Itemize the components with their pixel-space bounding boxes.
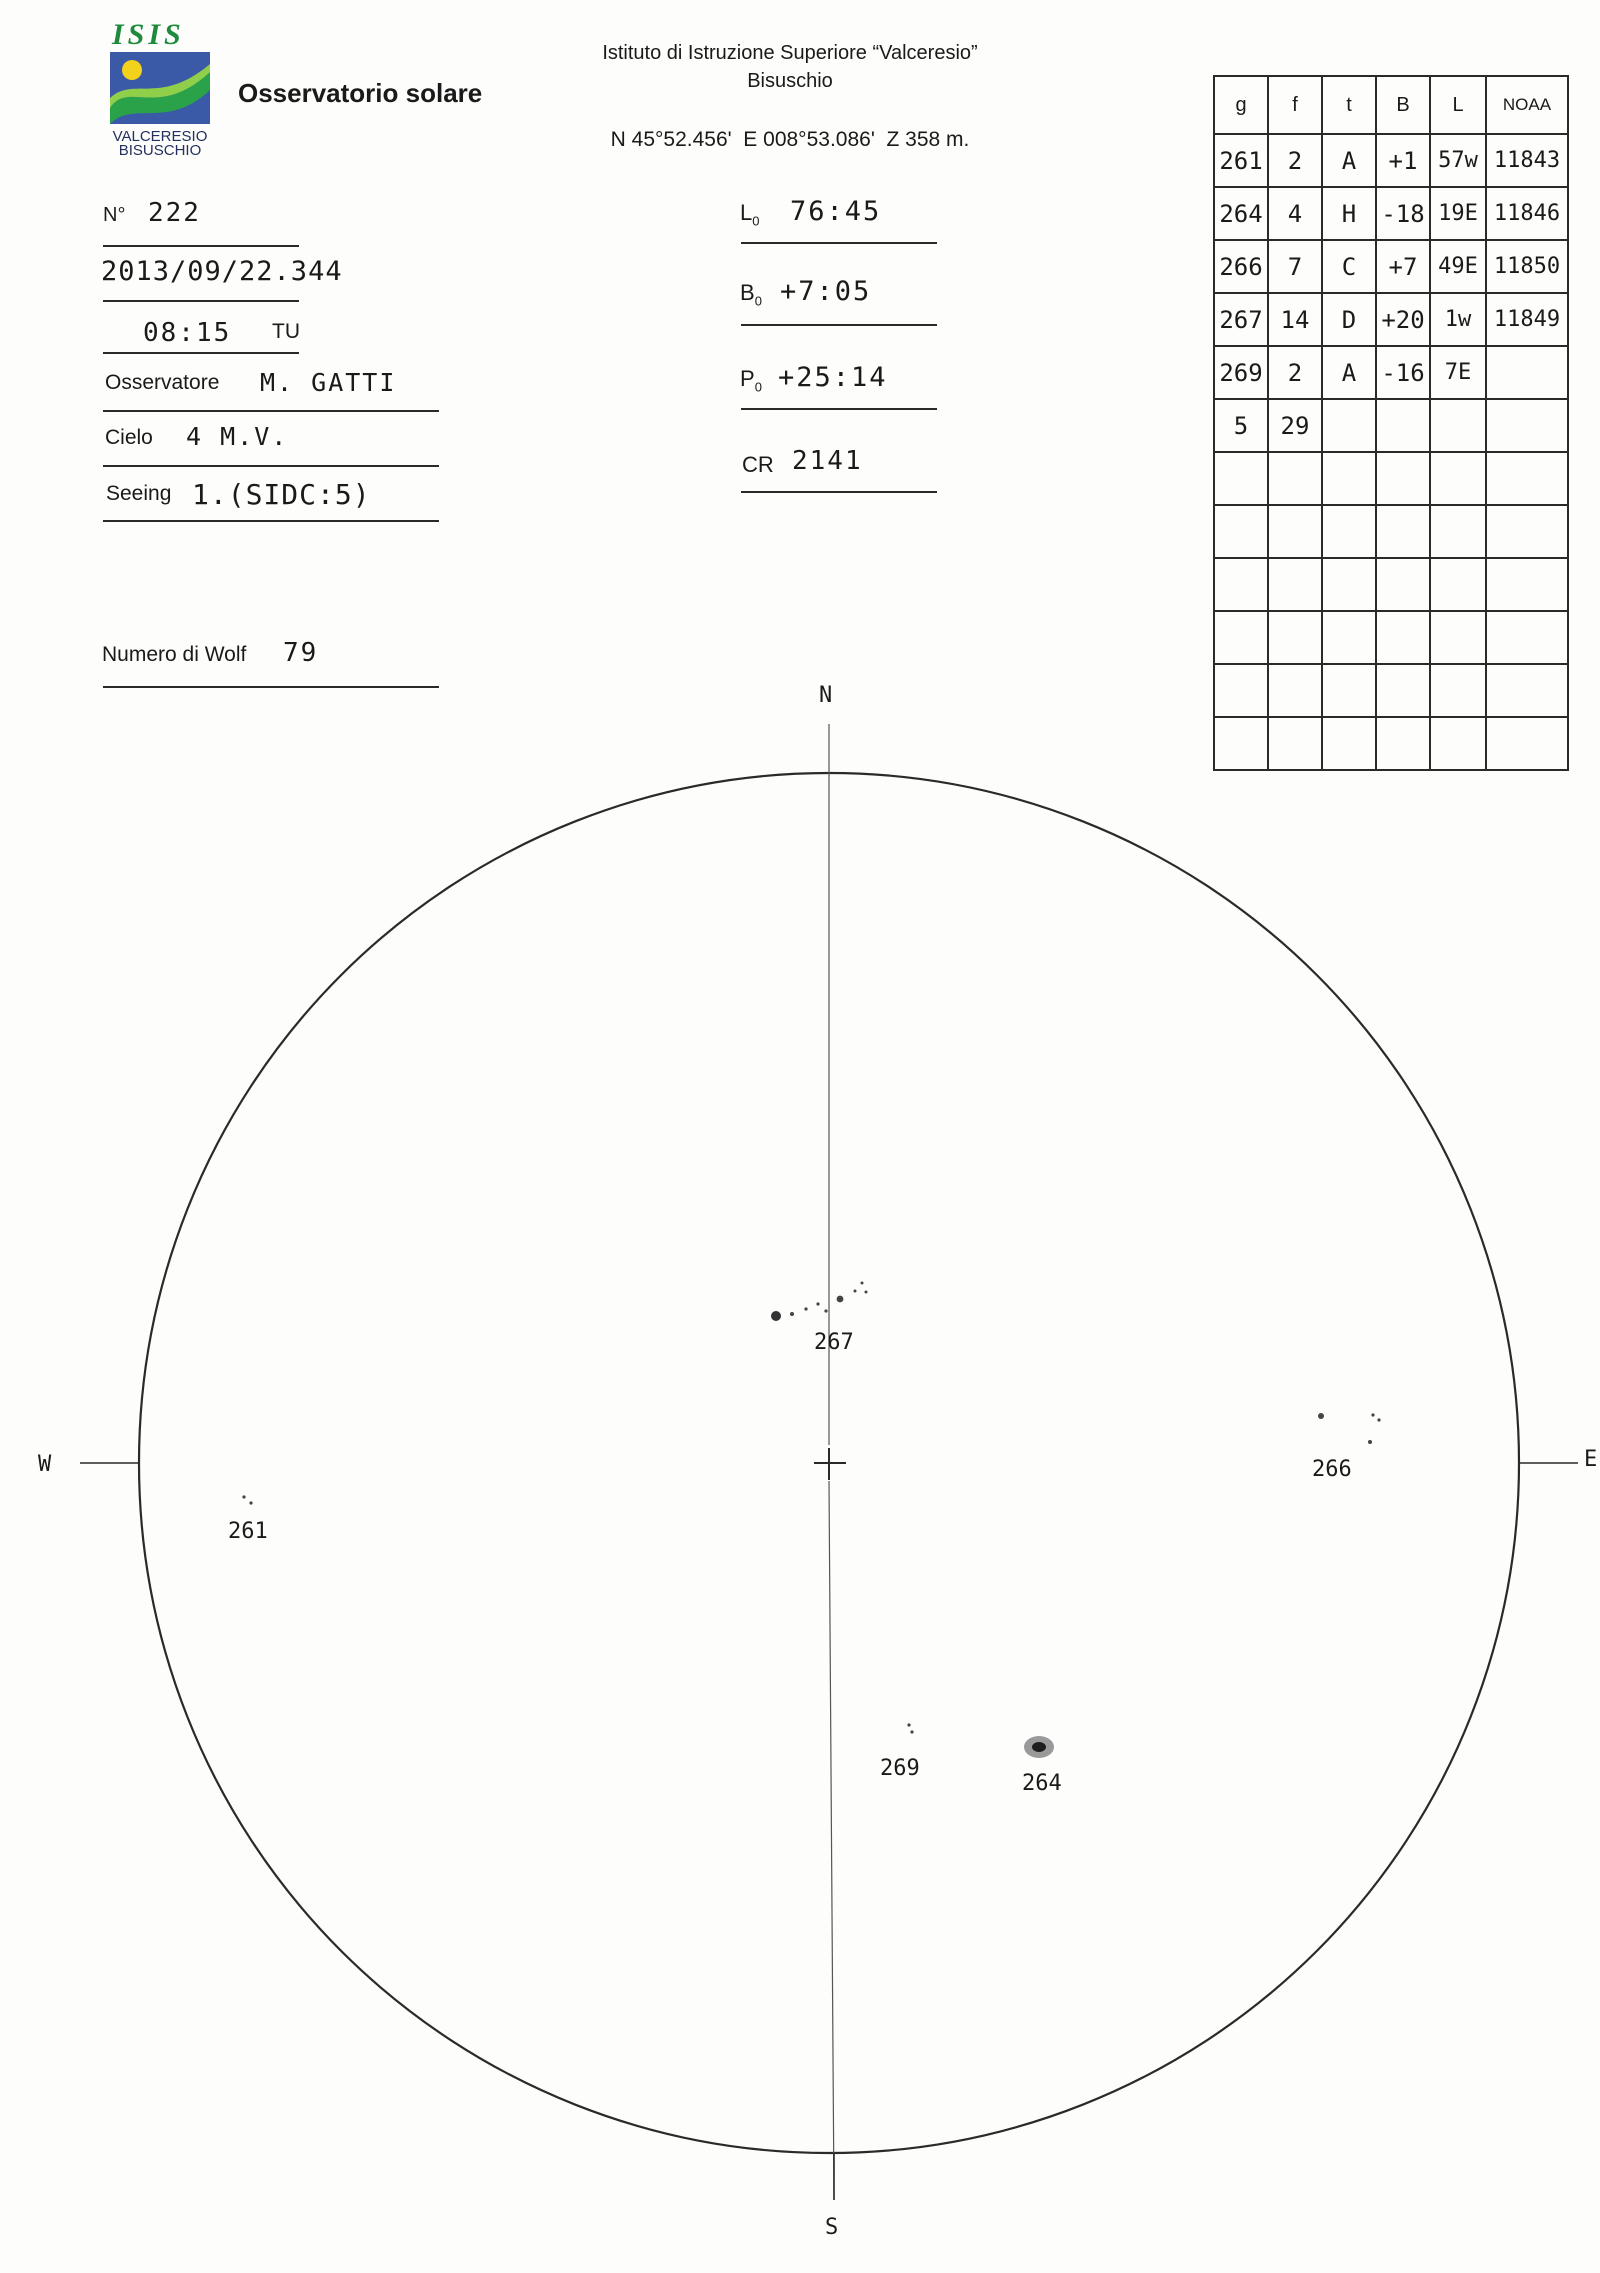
cell-f: 2 [1268,346,1322,399]
rule-sky [103,465,439,467]
p0-value: +25:14 [778,362,888,393]
sunspot-264-penumbra [1024,1736,1054,1758]
logo-line-1: VALCERESIO [112,128,208,145]
rule-l0 [741,242,937,244]
group-label-264: 264 [1022,1771,1062,1796]
cell-f: 2 [1268,134,1322,187]
cell-f: 7 [1268,240,1322,293]
sunspot-267-g [854,1290,857,1293]
sunspot-267-e [824,1309,827,1312]
group-label-261: 261 [228,1519,268,1544]
cell-b [1376,505,1430,558]
sunspot-group-table [1213,75,1569,771]
cell-b: +20 [1376,293,1430,346]
east-label: E [1584,1447,1598,1472]
table-row [1214,664,1568,717]
cell-g [1214,558,1268,611]
cell-f [1268,611,1322,664]
cell-t: D [1322,293,1376,346]
north-south-axis-lower [829,1481,834,2200]
p0-letter: P [740,366,755,391]
header-l: L [1430,76,1486,134]
cell-t [1322,664,1376,717]
cell-t: H [1322,187,1376,240]
cell-g: 267 [1214,293,1268,346]
cell-f: 29 [1268,399,1322,452]
rule-date [103,300,299,302]
logo-line-2: BISUSCHIO [118,142,202,159]
site-coordinates: N 45°52.456' E 008°53.086' Z 358 m. [610,128,970,151]
header-t: t [1322,76,1376,134]
cell-noaa [1486,346,1568,399]
table-row [1214,134,1568,187]
group-label-266: 266 [1312,1457,1352,1482]
cell-g [1214,717,1268,770]
rule-wolf [103,686,439,688]
record-date: 2013/09/22.344 [101,256,343,287]
table-row [1214,717,1568,770]
cell-t [1322,611,1376,664]
cr-value: 2141 [792,446,863,476]
sunspot-269-a [907,1723,910,1726]
cell-l: 1w [1430,293,1486,346]
header-noaa: NOAA [1486,76,1568,134]
solar-disk-outline [139,773,1519,2153]
cell-g [1214,452,1268,505]
p0-label [740,366,762,394]
table-row [1214,346,1568,399]
cell-b: -18 [1376,187,1430,240]
logo-wordmark: ISIS [112,18,185,51]
observer-label: Osservatore [105,371,220,394]
l0-sub: 0 [752,213,760,229]
cell-noaa [1486,611,1568,664]
table-row [1214,452,1568,505]
record-time-unit: TU [272,320,300,343]
b0-sub: 0 [754,293,762,309]
sunspot-266-d [1368,1440,1372,1444]
cell-l [1430,399,1486,452]
sunspot-267-f [837,1296,844,1303]
cell-t [1322,399,1376,452]
cell-noaa: 11850 [1486,240,1568,293]
cell-b [1376,611,1430,664]
cell-noaa: 11846 [1486,187,1568,240]
table-row [1214,240,1568,293]
cell-l: 49E [1430,240,1486,293]
cell-noaa [1486,664,1568,717]
table-row [1214,611,1568,664]
rule-time [103,352,299,354]
b0-value: +7:05 [780,276,872,307]
sunspot-261-a [242,1495,245,1498]
cell-noaa: 11843 [1486,134,1568,187]
rule-number [103,245,299,247]
sunspot-267-a [771,1311,781,1321]
north-label: N [819,683,833,708]
cell-f [1268,717,1322,770]
cell-l: 57w [1430,134,1486,187]
cell-b [1376,399,1430,452]
page-title: Osservatorio solare [238,78,483,108]
header-b: B [1376,76,1430,134]
cell-l [1430,611,1486,664]
sunspot-266-b [1371,1413,1374,1416]
cell-f [1268,505,1322,558]
cell-noaa: 11849 [1486,293,1568,346]
cell-noaa [1486,452,1568,505]
sky-label: Cielo [105,426,153,449]
b0-letter: B [740,280,755,305]
table-header-row [1214,76,1568,134]
l0-label [740,200,759,228]
observer-name: M. GATTI [260,368,397,397]
wolf-label: Numero di Wolf [102,643,247,666]
group-label-267: 267 [814,1330,854,1355]
cell-b: -16 [1376,346,1430,399]
cr-label: CR [742,452,774,477]
cell-noaa [1486,505,1568,558]
rule-b0 [741,324,937,326]
cell-f [1268,664,1322,717]
logo-emblem-icon [108,50,212,126]
south-label: S [825,2215,839,2240]
cell-b [1376,558,1430,611]
p0-sub: 0 [754,379,762,395]
cell-l [1430,717,1486,770]
table-row [1214,293,1568,346]
cell-f [1268,452,1322,505]
cell-f [1268,558,1322,611]
cell-g: 5 [1214,399,1268,452]
cell-l: 7E [1430,346,1486,399]
logo [104,18,216,158]
sunspot-267-h [861,1282,864,1285]
sunspot-266-c [1377,1418,1380,1421]
table-row [1214,558,1568,611]
cell-t [1322,558,1376,611]
cell-f: 4 [1268,187,1322,240]
sky-value: 4 M.V. [186,422,289,451]
cell-l [1430,452,1486,505]
institute-town: Bisuschio [747,70,833,92]
sunspot-267-c [804,1307,807,1310]
cell-t: A [1322,134,1376,187]
cell-t: C [1322,240,1376,293]
cell-g: 264 [1214,187,1268,240]
institute-name: Istituto di Istruzione Superiore “Valceresio” [602,42,978,64]
cell-noaa [1486,399,1568,452]
record-time: 08:15 [143,318,232,348]
group-label-269: 269 [880,1756,920,1781]
cell-t: A [1322,346,1376,399]
cell-g: 269 [1214,346,1268,399]
l0-value: 76:45 [790,196,882,227]
cell-b: +7 [1376,240,1430,293]
sunspot-267-d [816,1302,819,1305]
table-row [1214,399,1568,452]
sunspot-267-i [865,1291,868,1294]
table-row [1214,187,1568,240]
cell-g: 266 [1214,240,1268,293]
cell-b [1376,664,1430,717]
table-row [1214,505,1568,558]
cell-l [1430,664,1486,717]
cell-g [1214,505,1268,558]
west-label: W [38,1452,52,1477]
seeing-value: 1.(SIDC:5) [192,478,371,511]
rule-seeing [103,520,439,522]
cell-g [1214,664,1268,717]
header-f: f [1268,76,1322,134]
cell-b [1376,452,1430,505]
cell-noaa [1486,717,1568,770]
sunspot-267-b [790,1312,794,1316]
cell-l [1430,558,1486,611]
cell-b [1376,717,1430,770]
rule-cr [741,491,937,493]
sunspot-266-a [1318,1413,1324,1419]
sunspot-264-umbra [1032,1742,1046,1752]
record-number-label: N° [103,204,126,226]
l0-letter: L [740,200,753,225]
rule-observer [103,410,439,412]
cell-noaa [1486,558,1568,611]
cell-l: 19E [1430,187,1486,240]
cell-b: +1 [1376,134,1430,187]
cell-g [1214,611,1268,664]
rule-p0 [741,408,937,410]
b0-label [740,280,762,308]
seeing-label: Seeing [106,482,172,505]
wolf-number: 79 [283,638,319,668]
cell-l [1430,505,1486,558]
cell-t [1322,452,1376,505]
sunspot-261-b [249,1501,252,1504]
record-number: 222 [148,198,201,228]
cell-f: 14 [1268,293,1322,346]
cell-t [1322,717,1376,770]
header-g: g [1214,76,1268,134]
sunspot-269-b [910,1730,913,1733]
cell-t [1322,505,1376,558]
cell-g: 261 [1214,134,1268,187]
